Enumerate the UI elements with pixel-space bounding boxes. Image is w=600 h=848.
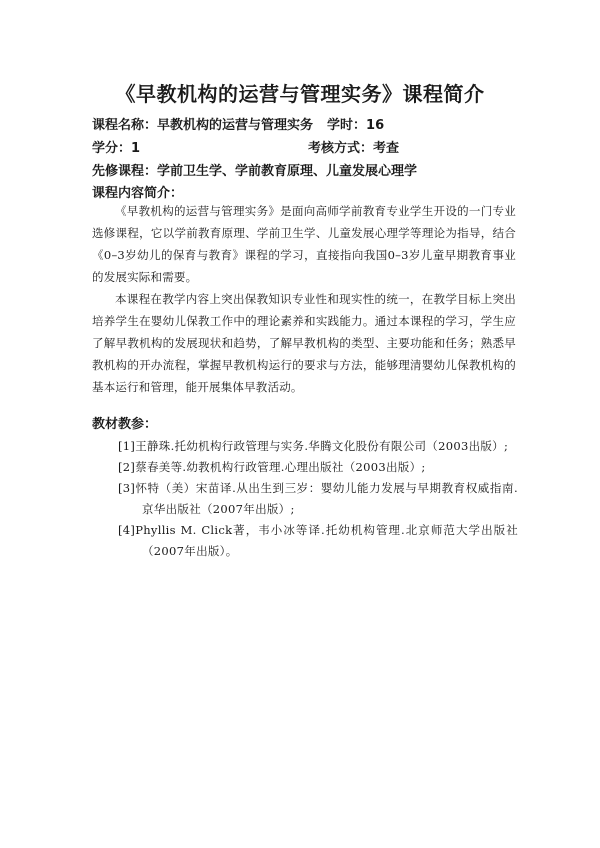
reference-item: [2]蔡春美等.幼教机构行政管理.心理出版社（2003出版）; [118, 460, 426, 474]
references-heading: 教材教参： [92, 417, 158, 432]
prereq-value: 学前卫生学、学前教育原理、儿童发展心理学 [157, 164, 418, 179]
prereq-line [92, 160, 417, 179]
document-title: 《早教机构的运营与管理实务》课程简介 [115, 82, 485, 106]
course-name-line [92, 114, 384, 133]
credits-label: 学分： [92, 141, 132, 156]
hours-value: 16 [366, 118, 385, 133]
exam-label: 考核方式： [308, 141, 374, 156]
content-paragraph-1: 《早教机构的运营与管理实务》是面向高师学前教育专业学生开设的一门专业选修课程，它以学前教育原理、学前卫生学、儿童发展心理学等理论为指导，结合《0–3岁幼儿的保育与教育》课程的学习，直接指向我国0–3岁儿童早期教育事业的发展实际和需要。 [92, 204, 516, 284]
hours-label: 学时： [327, 118, 367, 133]
content-paragraph-2: 本课程在教学内容上突出保教知识专业性和现实性的统一，在教学目标上突出培养学生在婴幼儿保教工作中的理论素养和实践能力。通过本课程的学习，学生应了解早教机构的发展现状和趋势，了解早教机构的类型、主要功能和任务；熟悉早教机构的开办流程，掌握早教机构运行的要求与方法，能够理清婴幼儿保教机构的基本运行和管理，能开展集体早教活动。 [92, 292, 516, 394]
credits-line [92, 137, 140, 156]
reference-item: [3]怀特（美）宋苗译.从出生到三岁：婴幼儿能力发展与早期教育权威指南.京华出版社（2007年出版）; [118, 481, 518, 516]
reference-item: [1]王静珠.托幼机构行政管理与实务.华腾文化股份有限公司（2003出版）; [118, 439, 509, 453]
content-heading: 课程内容简介： [92, 186, 184, 201]
references-list [118, 436, 518, 562]
prereq-label: 先修课程： [92, 164, 158, 179]
exam-value: 考查 [373, 141, 400, 156]
credits-value: 1 [131, 141, 141, 156]
reference-item: [4]Phyllis M. Click著，韦小冰等译.托幼机构管理.北京师范大学出版社（2007年出版）。 [118, 523, 518, 558]
exam-line [308, 137, 399, 156]
course-name-label: 课程名称： [92, 118, 158, 133]
course-name-value: 早教机构的运营与管理实务 [157, 118, 314, 133]
